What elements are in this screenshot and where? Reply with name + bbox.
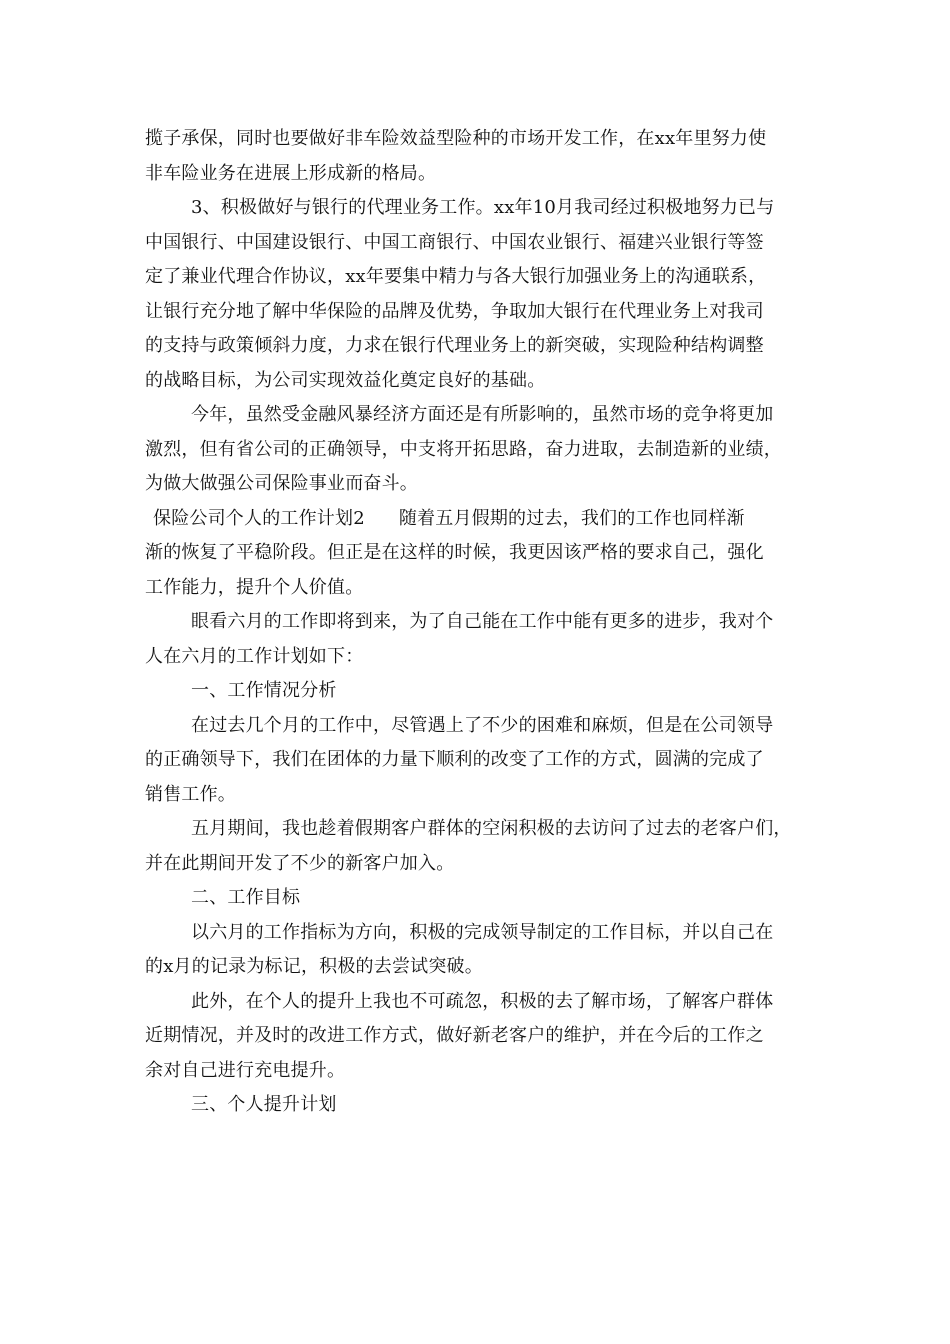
subheading-line: 二、工作目标 [191, 887, 301, 908]
text-line: 的支持与政策倾斜力度，力求在银行代理业务上的新突破，实现险种结构调整 [145, 335, 764, 356]
text-line: 以六月的工作指标为方向，积极的完成领导制定的工作目标，并以自己在 [191, 921, 774, 943]
text-line: 余对自己进行充电提升。 [145, 1059, 346, 1081]
heading-continuation-text: 随着五月假期的过去，我们的工作也同样渐 [398, 507, 745, 529]
text-line: 眼看六月的工作即将到来，为了自己能在工作中能有更多的进步，我对个 [191, 611, 774, 632]
text-line: 渐的恢复了平稳阶段。但正是在这样的时候，我更因该严格的要求自己，强化 [145, 542, 764, 563]
text-line: 并在此期间开发了不少的新客户加入。 [145, 852, 455, 874]
text-line: 今年，虽然受金融风暴经济方面还是有所影响的，虽然市场的竞争将更加 [191, 404, 774, 425]
text-line: 近期情况，并及时的改进工作方式，做好新老客户的维护，并在今后的工作之 [145, 1025, 764, 1046]
text-line: 激烈，但有省公司的正确领导，中支将开拓思路，奋力进取，去制造新的业绩， [145, 438, 782, 460]
text-line: 为做大做强公司保险事业而奋斗。 [145, 473, 418, 494]
text-line: 3、积极做好与银行的代理业务工作。xx年10月我司经过积极地努力已与 [191, 197, 775, 218]
text-line: 让银行充分地了解中华保险的品牌及优势，争取加大银行在代理业务上对我司 [145, 300, 764, 322]
text-line: 销售工作。 [145, 783, 236, 805]
text-line: 在过去几个月的工作中，尽管遇上了不少的困难和麻烦，但是在公司领导 [191, 714, 774, 736]
text-line: 的战略目标，为公司实现效益化奠定良好的基础。 [145, 369, 546, 391]
section-heading: 保险公司个人的工作计划2 [153, 507, 365, 529]
text-line: 定了兼业代理合作协议，xx年要集中精力与各大银行加强业务上的沟通联系， [145, 266, 767, 287]
section-heading-line [145, 502, 825, 537]
text-line: 此外，在个人的提升上我也不可疏忽，积极的去了解市场，了解客户群体 [191, 990, 774, 1012]
subheading-line: 一、工作情况分析 [191, 680, 337, 701]
text-line: 人在六月的工作计划如下： [145, 645, 364, 667]
text-line: 工作能力，提升个人价值。 [145, 576, 364, 598]
text-line: 揽子承保，同时也要做好非车险效益型险种的市场开发工作，在xx年里努力使 [145, 128, 767, 149]
document-body [145, 122, 825, 1123]
text-line: 五月期间，我也趁着假期客户群体的空闲积极的去访问了过去的老客户们， [191, 818, 792, 839]
text-line: 的x月的记录为标记，积极的去尝试突破。 [145, 956, 483, 977]
text-line: 非车险业务在进展上形成新的格局。 [145, 162, 437, 184]
subheading-line: 三、个人提升计划 [191, 1094, 337, 1115]
text-line: 中国银行、中国建设银行、中国工商银行、中国农业银行、福建兴业银行等签 [145, 231, 764, 253]
text-line: 的正确领导下，我们在团体的力量下顺利的改变了工作的方式，圆满的完成了 [145, 749, 764, 770]
